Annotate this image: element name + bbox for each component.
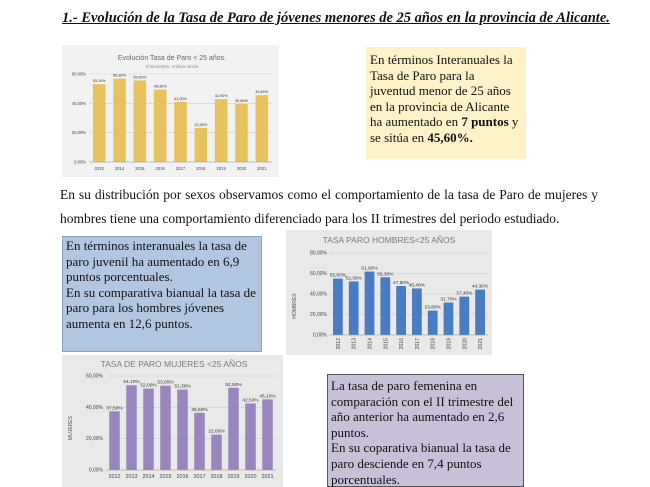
data-label: 37,50% bbox=[106, 406, 123, 412]
data-label: 53,80% bbox=[157, 380, 174, 386]
y-tick-label: 60,00% bbox=[86, 373, 103, 380]
x-tick-label: 2020 bbox=[462, 338, 469, 350]
x-tick-label: 2016 bbox=[399, 338, 406, 350]
y-tick-label: 0,00% bbox=[312, 332, 327, 339]
summary-text: y se sitúa en bbox=[370, 114, 519, 145]
bar bbox=[194, 413, 205, 470]
bar bbox=[177, 390, 188, 470]
data-label: 42,90% bbox=[214, 94, 228, 99]
summary-line-interanual: En términos interanuales la tasa de paro juvenil ha aumentado en 6,9 puntos porcentuales. bbox=[66, 238, 247, 285]
bar bbox=[459, 297, 469, 335]
y-tick-label: 20,00% bbox=[310, 312, 327, 318]
x-tick-label: 2020 bbox=[244, 474, 257, 480]
summary-text: En términos Interanuales la Tasa de Paro para la juventud menor de 25 años en la provincia de Alicante ha aumentado en bbox=[370, 52, 513, 130]
bar bbox=[174, 102, 187, 162]
summary-box-hombres bbox=[62, 236, 262, 352]
bar bbox=[245, 403, 256, 470]
body-paragraph: En su distribución por sexos observamos como el comportamiento de la tasa de Paro de mujeres y hombres tiene una comportamiento diferenciado para los II trimestres del periodo estudiado. bbox=[60, 187, 598, 226]
bar bbox=[143, 389, 154, 470]
chart-subtitle: II trimestres. Ambos sexos bbox=[145, 64, 199, 69]
summary-box-mujeres bbox=[327, 374, 524, 487]
chart-title: Evolución Tasa de Paro < 25 años. bbox=[117, 55, 227, 62]
x-tick-label: 2016 bbox=[155, 166, 165, 171]
y-tick-label: 40,00% bbox=[86, 404, 103, 411]
chart-y-label: HOMBRES bbox=[292, 293, 298, 319]
bar bbox=[412, 288, 422, 335]
data-label: 51,30% bbox=[174, 384, 191, 390]
x-tick-label: 2018 bbox=[196, 166, 206, 171]
chart-mujeres bbox=[62, 355, 283, 487]
y-tick-label: 40,00% bbox=[71, 100, 86, 106]
data-label: 31,70% bbox=[440, 297, 457, 303]
x-tick-label: 2020 bbox=[236, 166, 247, 171]
summary-line-bianual: En su comparativa bianual la tasa de paro para los hombres jóvenes aumenta en 12,6 puntos. bbox=[66, 284, 256, 331]
data-label: 49,30% bbox=[153, 84, 167, 89]
x-tick-label: 2013 bbox=[94, 166, 104, 171]
bar bbox=[126, 385, 137, 470]
x-tick-label: 2021 bbox=[261, 474, 274, 480]
data-label: 52,00% bbox=[140, 383, 157, 389]
y-tick-label: 60,00% bbox=[71, 71, 86, 77]
data-label: 23,30% bbox=[194, 122, 208, 127]
x-tick-label: 2012 bbox=[335, 338, 342, 350]
x-tick-label: 2019 bbox=[216, 166, 226, 171]
bar bbox=[113, 79, 126, 162]
x-tick-label: 2015 bbox=[159, 474, 172, 480]
bar bbox=[195, 128, 208, 162]
data-label: 44,30% bbox=[471, 284, 489, 290]
data-label: 55,60% bbox=[133, 75, 147, 80]
x-tick-label: 2015 bbox=[135, 166, 145, 171]
data-label: 45,60% bbox=[255, 90, 269, 95]
x-tick-label: 2021 bbox=[257, 166, 267, 171]
x-tick-label: 2019 bbox=[446, 338, 453, 350]
x-tick-label: 2012 bbox=[108, 474, 121, 480]
bar bbox=[93, 84, 106, 162]
y-tick-label: 60,00% bbox=[310, 271, 327, 277]
x-tick-label: 2014 bbox=[142, 474, 155, 480]
y-tick-label: 80,00% bbox=[310, 250, 327, 257]
chart-title: TASA DE PARO MUJERES <25 AÑOS bbox=[100, 359, 248, 369]
summary-highlight-points: 7 puntos bbox=[461, 114, 509, 130]
bar bbox=[396, 286, 406, 335]
bar bbox=[444, 303, 454, 335]
bar bbox=[365, 272, 375, 335]
document-title: 1.- Evolución de la Tasa de Paro de jóvenes menores de 25 años en la provincia de Alicante. bbox=[62, 10, 610, 26]
bar bbox=[380, 277, 390, 335]
bar bbox=[256, 95, 269, 162]
bar bbox=[134, 80, 147, 162]
chart-y-label: MUJERES bbox=[68, 416, 74, 440]
data-label: 56,30% bbox=[377, 272, 394, 278]
chart-title: TASA PARO HOMBRES<25 AÑOS bbox=[322, 235, 456, 245]
data-label: 37,40% bbox=[456, 291, 473, 297]
x-tick-label: 2014 bbox=[114, 166, 125, 171]
bar bbox=[475, 290, 485, 335]
data-label: 53,10% bbox=[92, 79, 106, 84]
bar bbox=[160, 386, 171, 470]
data-label: 22,60% bbox=[208, 429, 225, 435]
bar bbox=[215, 99, 228, 162]
data-label: 47,80% bbox=[392, 281, 410, 287]
summary-line-interanual: La tasa de paro femenina en comparación con el II trimestre del año anterior ha aumentado en 2,6 puntos. bbox=[331, 378, 514, 440]
data-label: 23,80% bbox=[424, 305, 441, 311]
bar bbox=[333, 279, 343, 335]
data-label: 45,40% bbox=[408, 283, 426, 289]
y-tick-label: 0,00% bbox=[74, 159, 86, 165]
data-label: 42,50% bbox=[242, 398, 259, 404]
data-label: 52,50% bbox=[225, 382, 242, 388]
data-label: 54,10% bbox=[123, 380, 140, 386]
x-tick-label: 2017 bbox=[193, 474, 206, 480]
y-tick-label: 20,00% bbox=[71, 130, 86, 136]
data-label: 36,50% bbox=[191, 407, 208, 413]
data-label: 55,00% bbox=[329, 273, 347, 279]
y-tick-label: 0,00% bbox=[88, 467, 103, 474]
x-tick-label: 2014 bbox=[367, 338, 374, 350]
bar bbox=[262, 399, 273, 470]
y-tick-label: 40,00% bbox=[310, 291, 327, 298]
x-tick-label: 2016 bbox=[176, 474, 189, 480]
bar bbox=[228, 388, 239, 470]
data-label: 45,10% bbox=[259, 394, 276, 400]
data-label: 56,80% bbox=[113, 73, 126, 78]
summary-box-ambos bbox=[366, 47, 526, 159]
x-tick-label: 2013 bbox=[125, 474, 138, 480]
summary-line-bianual: En su coparativa bianual la tasa de paro desciende en 7,4 puntos porcentuales. bbox=[331, 440, 511, 487]
x-tick-label: 2019 bbox=[227, 474, 240, 480]
bar bbox=[154, 90, 167, 162]
y-tick-label: 20,00% bbox=[86, 436, 103, 443]
bar bbox=[235, 104, 248, 162]
data-label: 52,30% bbox=[345, 276, 362, 282]
data-label: 61,90% bbox=[361, 266, 378, 272]
summary-highlight-rate: 45,60%. bbox=[427, 129, 473, 145]
chart-ambos-sexos bbox=[62, 45, 279, 177]
x-tick-label: 2013 bbox=[351, 338, 358, 350]
x-tick-label: 2017 bbox=[175, 166, 186, 171]
bar bbox=[109, 411, 120, 470]
data-label: 39,60% bbox=[235, 98, 248, 103]
bar bbox=[211, 435, 222, 470]
x-tick-label: 2021 bbox=[478, 338, 485, 350]
x-tick-label: 2017 bbox=[414, 338, 421, 350]
bar bbox=[349, 281, 359, 335]
x-tick-label: 2018 bbox=[430, 338, 437, 350]
x-tick-label: 2018 bbox=[210, 474, 223, 480]
data-label: 41,00% bbox=[174, 96, 187, 101]
bar bbox=[428, 311, 438, 335]
chart-hombres bbox=[286, 230, 492, 355]
x-tick-label: 2015 bbox=[383, 338, 390, 350]
